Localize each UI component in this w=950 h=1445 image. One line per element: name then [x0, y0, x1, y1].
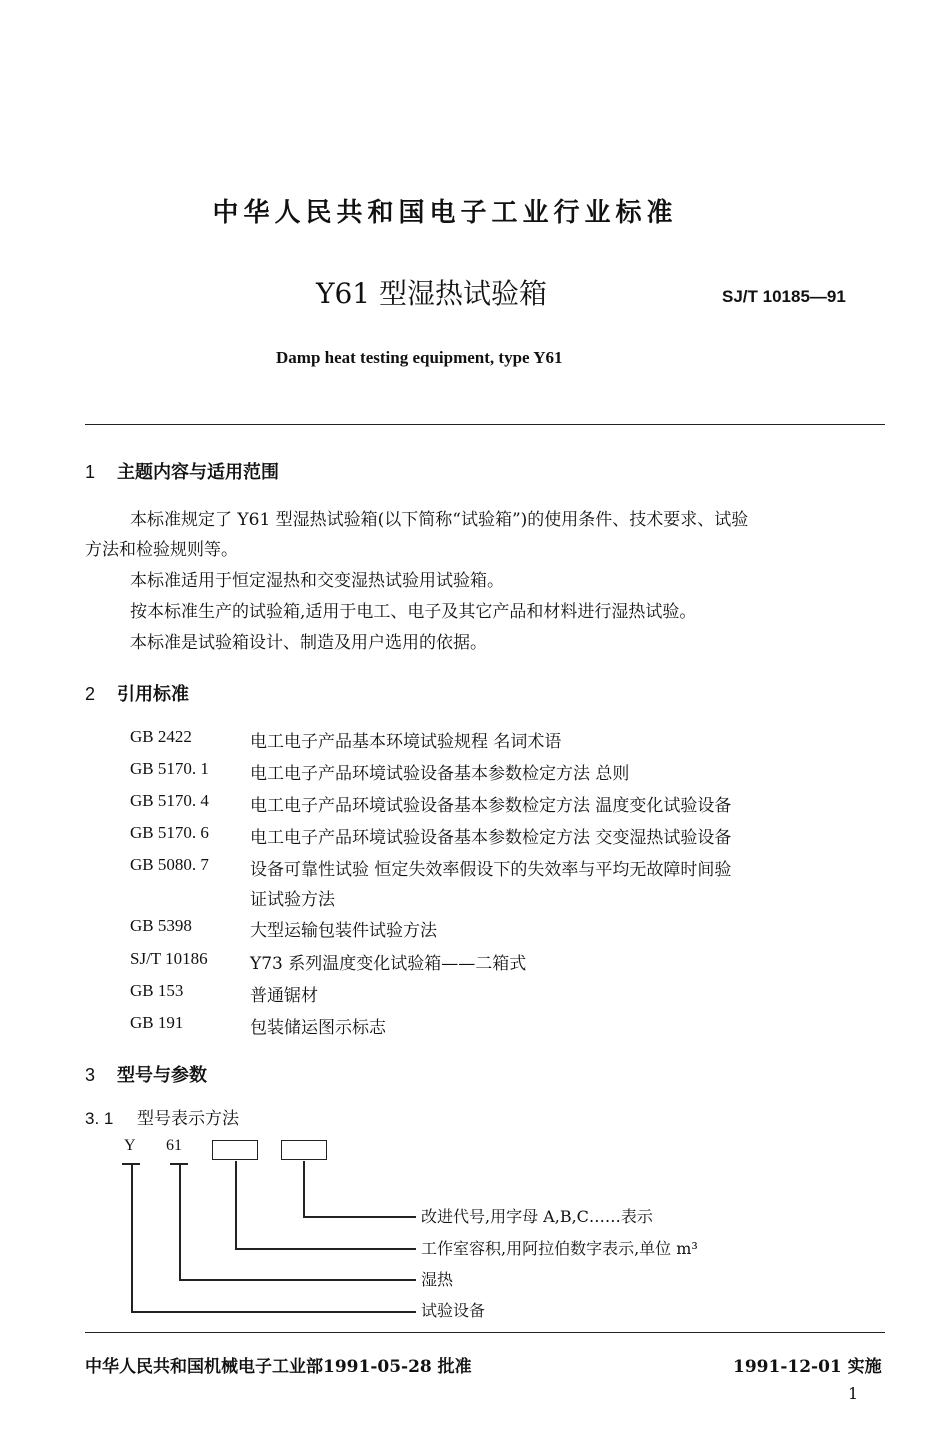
- reference-code: GB 191: [130, 1013, 184, 1032]
- section-1-heading: [85, 458, 279, 484]
- page-number: 1: [848, 1384, 859, 1403]
- leader-line: [179, 1163, 181, 1280]
- paragraph: 本标准规定了 Y61 型湿热试验箱(以下简称“试验箱”)的使用条件、技术要求、试验: [130, 510, 749, 530]
- section-2-heading: [85, 680, 189, 706]
- standard-code: SJ/T 10185—91: [722, 287, 846, 306]
- label-volume: 工作室容积,用阿拉伯数字表示,单位 m³: [421, 1239, 698, 1258]
- model-series: 61: [166, 1137, 182, 1154]
- section-title: 型号与参数: [117, 1065, 207, 1086]
- leader-line: [303, 1216, 416, 1218]
- paragraph: 按本标准生产的试验箱,适用于电工、电子及其它产品和材料进行湿热试验。: [130, 602, 697, 622]
- section-title: 引用标准: [117, 684, 189, 705]
- reference-code: SJ/T 10186: [130, 949, 208, 968]
- paragraph: 本标准是试验箱设计、制造及用户选用的依据。: [130, 633, 487, 653]
- reference-title-continued: 证试验方法: [250, 890, 335, 910]
- reference-title: 电工电子产品环境试验设备基本参数检定方法 温度变化试验设备: [250, 796, 732, 816]
- reference-title: 电工电子产品环境试验设备基本参数检定方法 总则: [250, 764, 630, 784]
- leader-line: [131, 1311, 416, 1313]
- subsection-number: 3. 1: [85, 1109, 114, 1128]
- model-prefix: Y: [124, 1137, 136, 1154]
- section-number: 2: [85, 684, 96, 704]
- reference-title: 普通锯材: [250, 986, 318, 1006]
- reference-title: Y73 系列温度变化试验箱——二箱式: [250, 954, 527, 974]
- reference-code: GB 153: [130, 981, 184, 1000]
- reference-code: GB 2422: [130, 727, 192, 746]
- section-title: 主题内容与适用范围: [117, 462, 279, 483]
- leader-line: [179, 1279, 416, 1281]
- subsection-heading: [85, 1104, 239, 1134]
- reference-title: 电工电子产品基本环境试验规程 名词术语: [250, 732, 562, 752]
- english-title: Damp heat testing equipment, type Y61: [276, 348, 563, 367]
- reference-code: GB 5398: [130, 916, 192, 935]
- section-number: 3: [85, 1065, 96, 1085]
- effective-date: 1991-12-01 实施: [733, 1357, 882, 1377]
- standard-title: Y61 型湿热试验箱: [316, 277, 548, 310]
- publisher-heading: 中华人民共和国电子工业行业标准: [212, 198, 678, 228]
- reference-title: 设备可靠性试验 恒定失效率假设下的失效率与平均无故障时间验: [250, 860, 732, 880]
- section-number: 1: [85, 462, 96, 482]
- leader-line: [235, 1248, 416, 1250]
- improvement-placeholder-box: [281, 1140, 327, 1160]
- reference-code: GB 5170. 6: [130, 823, 209, 842]
- subsection-title: 型号表示方法: [137, 1109, 239, 1129]
- approval-note: 中华人民共和国机械电子工业部1991-05-28 批准: [85, 1357, 472, 1377]
- reference-title: 大型运输包装件试验方法: [250, 921, 437, 941]
- reference-title: 包装储运图示标志: [250, 1018, 386, 1038]
- label-improvement-code: 改进代号,用字母 A,B,C……表示: [421, 1207, 653, 1226]
- label-test-equipment: 试验设备: [421, 1301, 486, 1320]
- reference-title: 电工电子产品环境试验设备基本参数检定方法 交变湿热试验设备: [250, 828, 732, 848]
- reference-code: GB 5170. 1: [130, 759, 209, 778]
- leader-line: [303, 1161, 305, 1217]
- paragraph: 方法和检验规则等。: [85, 540, 238, 560]
- volume-placeholder-box: [212, 1140, 258, 1160]
- section-3-heading: [85, 1061, 207, 1087]
- leader-line: [131, 1163, 133, 1312]
- label-damp-heat: 湿热: [421, 1270, 454, 1289]
- paragraph: 本标准适用于恒定湿热和交变湿热试验用试验箱。: [130, 571, 504, 591]
- footer-divider: [85, 1332, 885, 1333]
- reference-code: GB 5080. 7: [130, 855, 209, 874]
- leader-line: [235, 1161, 237, 1249]
- header-divider: [85, 424, 885, 425]
- reference-code: GB 5170. 4: [130, 791, 209, 810]
